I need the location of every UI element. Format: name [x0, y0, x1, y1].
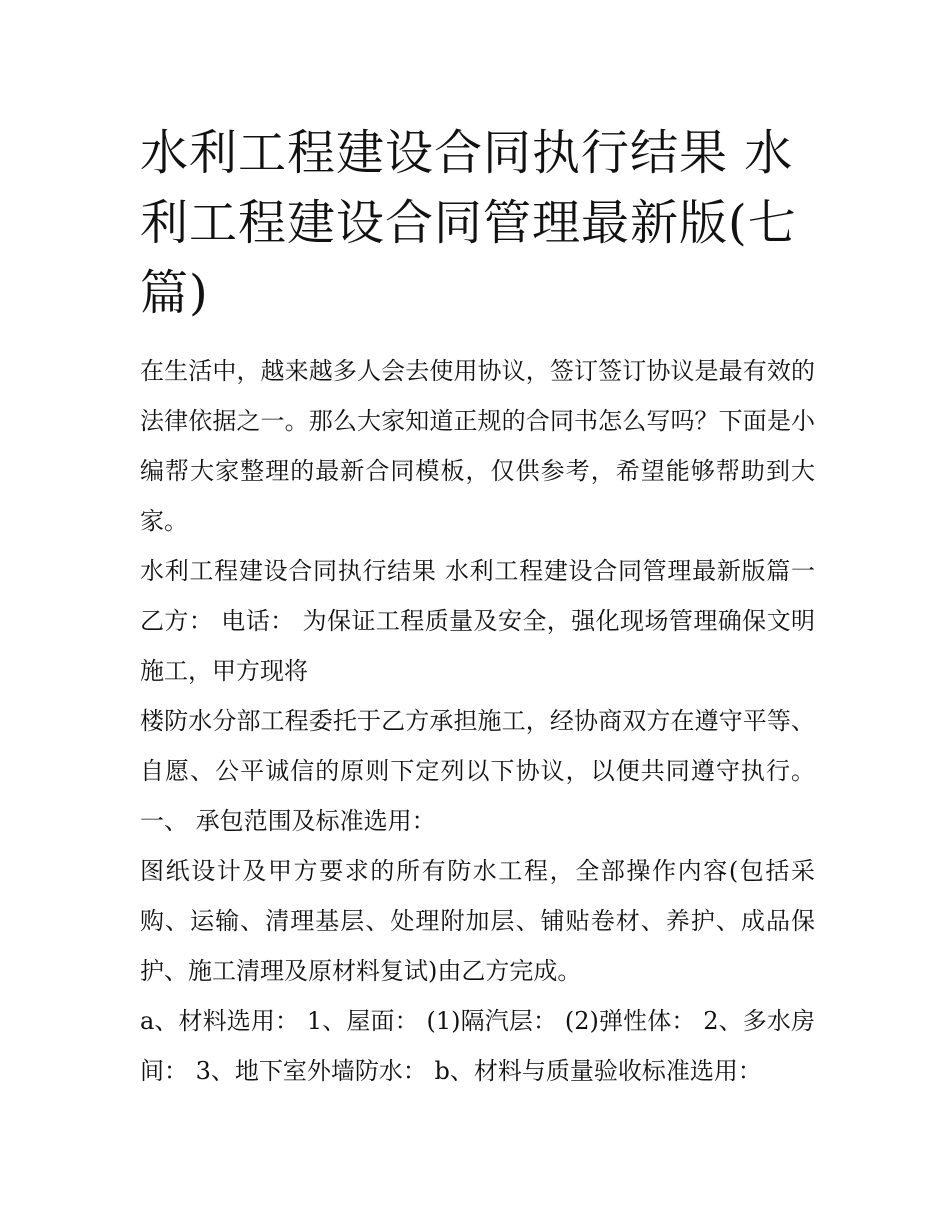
intro-paragraph: 在生活中，越来越多人会去使用协议，签订签订协议是最有效的法律依据之一。那么大家知道正规的合同书怎么写吗？下面是小编帮大家整理的最新合同模板，仅供参考，希望能够帮助到大家。: [140, 357, 815, 535]
agreement-paragraph: 楼防水分部工程委托于乙方承担施工，经协商双方在遵守平等、自愿、公平诚信的原则下定列以下协议，以便共同遵守执行。 一、 承包范围及标准选用：: [140, 707, 815, 835]
document-page: [140, 118, 815, 1096]
scope-paragraph: 图纸设计及甲方要求的所有防水工程，全部操作内容(包括采购、运输、清理基层、处理附加层、铺贴卷材、养护、成品保护、施工清理及原材料复试)由乙方完成。: [140, 857, 815, 985]
materials-paragraph: a、材料选用： 1、屋面： (1)隔汽层： (2)弹性体： 2、多水房间： 3、地下室外墙防水： b、材料与质量验收标准选用：: [140, 1007, 815, 1085]
document-title: 水利工程建设合同执行结果 水利工程建设合同管理最新版(七篇): [140, 125, 797, 321]
section-heading-paragraph: 水利工程建设合同执行结果 水利工程建设合同管理最新版篇一 乙方： 电话： 为保证工程质量及安全，强化现场管理确保文明施工，甲方现将: [140, 557, 815, 685]
